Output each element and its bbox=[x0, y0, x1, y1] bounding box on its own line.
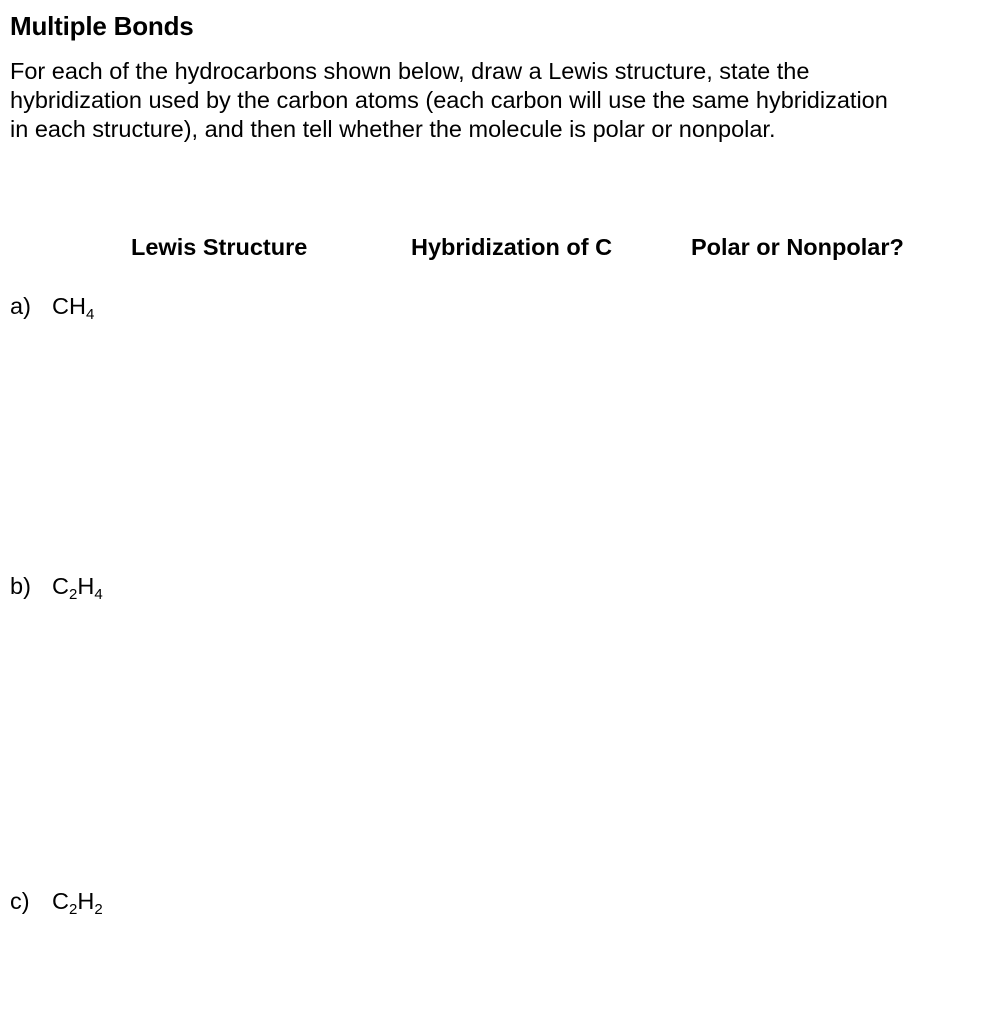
question-item-b bbox=[10, 572, 103, 603]
column-header-hybridization: Hybridization of C bbox=[411, 234, 613, 260]
formula-part: C bbox=[52, 573, 69, 599]
question-item-c bbox=[10, 887, 103, 918]
column-header-polarity: Polar or Nonpolar? bbox=[691, 234, 904, 260]
formula-c2h4 bbox=[52, 573, 103, 603]
formula-subscript: 4 bbox=[94, 586, 103, 603]
formula-part: C bbox=[52, 888, 69, 914]
formula-part: H bbox=[77, 573, 95, 599]
question-item-a bbox=[10, 292, 95, 323]
formula-c2h2 bbox=[52, 888, 103, 918]
formula-subscript: 4 bbox=[85, 306, 95, 323]
formula-part: CH bbox=[52, 293, 86, 319]
formula-subscript: 2 bbox=[94, 901, 103, 918]
instructions-paragraph: For each of the hydrocarbons shown below, draw a Lewis structure, state the hybridization used by the carbon atoms (each carbon will use the same hybridization in each structure), and then tell whether the molecule is polar or nonpolar. bbox=[10, 58, 888, 142]
worksheet-title: Multiple Bonds bbox=[10, 11, 194, 41]
item-letter: c) bbox=[10, 888, 30, 914]
item-letter: a) bbox=[10, 293, 31, 319]
formula-part: H bbox=[77, 888, 95, 914]
column-header-lewis-structure: Lewis Structure bbox=[131, 234, 308, 260]
item-letter: b) bbox=[10, 573, 31, 599]
formula-ch4 bbox=[52, 293, 95, 323]
formula-subscript: 2 bbox=[68, 901, 78, 918]
formula-subscript: 2 bbox=[68, 586, 78, 603]
